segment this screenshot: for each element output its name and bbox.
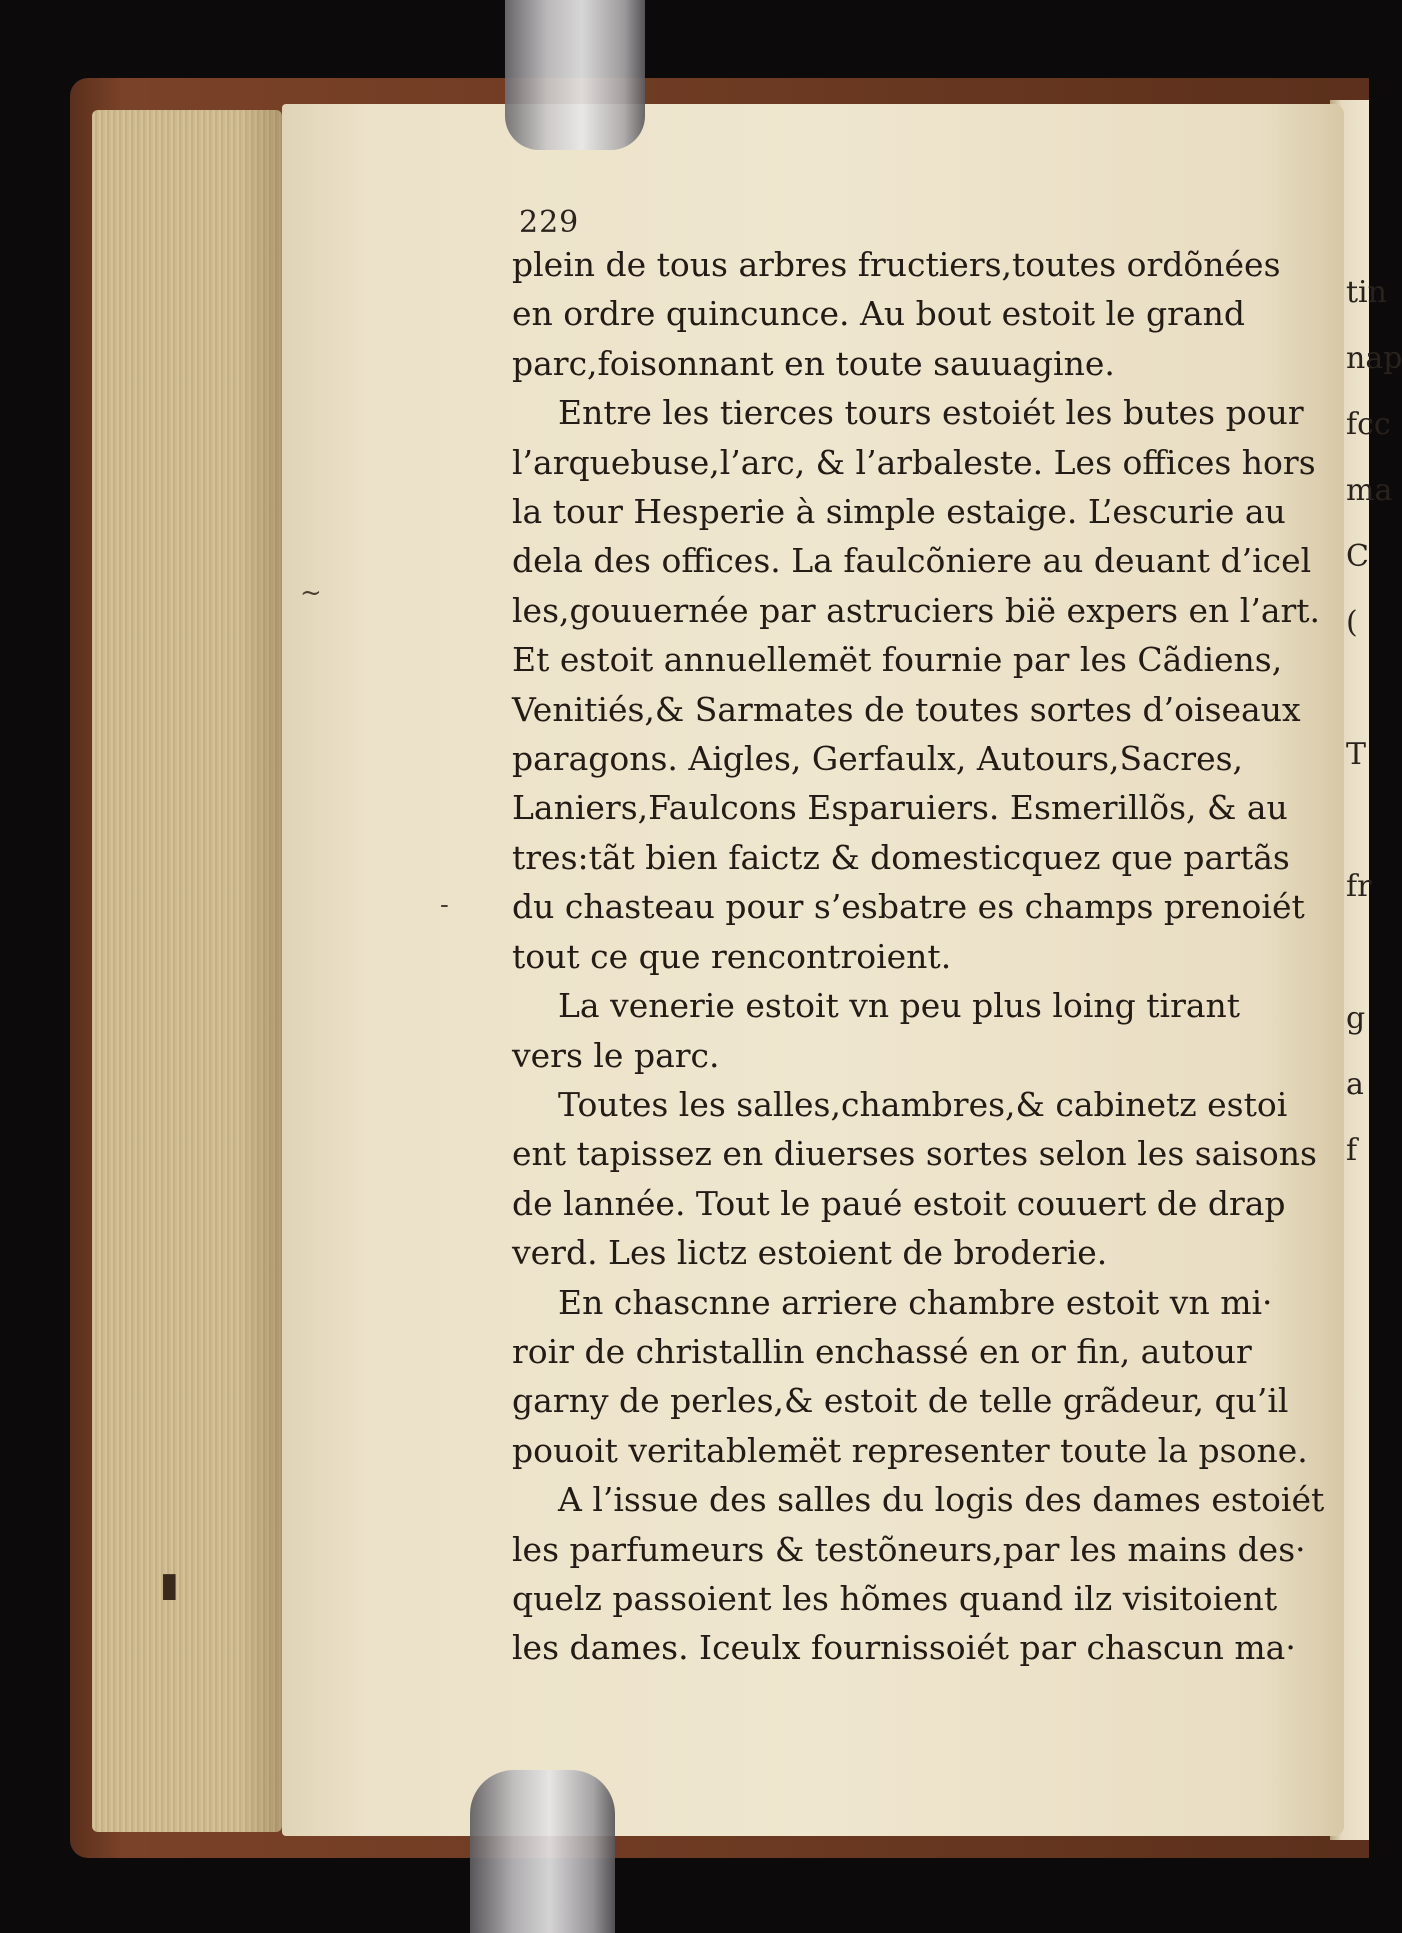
facing-page-fragment: ma	[1346, 473, 1393, 508]
text-line: dela des offices. La faulcõniere au deuant d’icel	[512, 541, 1312, 581]
text-line: de lannée. Tout le paué estoit couuert de drap	[512, 1183, 1286, 1223]
facing-page-fragment: a	[1346, 1067, 1364, 1102]
text-line: Toutes les salles,chambres,& cabinetz estoi	[558, 1084, 1288, 1124]
text-line: garny de perles,& estoit de telle grãdeur, qu’il	[512, 1381, 1289, 1421]
text-line: en ordre quincunce. Au bout estoit le grand	[512, 294, 1245, 334]
text-line: Venitiés,& Sarmates de toutes sortes d’oiseaux	[512, 689, 1301, 729]
text-line: parc,foisonnant en toute sauuagine.	[512, 343, 1115, 383]
text-line: Entre les tierces tours estoiét les butes pour	[558, 393, 1304, 433]
facing-page-fragment: T	[1346, 737, 1367, 772]
text-line: du chasteau pour s’esbatre es champs prenoiét	[512, 887, 1305, 927]
text-line: Laniers,Faulcons Esparuiers. Esmerillõs, & au	[512, 788, 1288, 828]
facing-page-fragment: f	[1346, 1133, 1358, 1168]
facing-page-fragment	[1346, 788, 1369, 854]
facing-page-fragment: g	[1346, 1001, 1366, 1036]
text-line: pouoit veritablemët representer toute la psone.	[512, 1430, 1308, 1470]
page-number: 229	[519, 205, 580, 240]
text-line: A l’issue des salles du logis des dames estoiét	[558, 1480, 1325, 1520]
facing-page-fragment: C	[1346, 539, 1369, 574]
margin-mark: ~	[300, 578, 322, 608]
page-edge-shadow	[240, 110, 285, 1832]
text-line: paragons. Aigles, Gerfaulx, Autours,Sacres,	[512, 739, 1244, 779]
text-line: quelz passoient les hõmes quand ilz visitoient	[512, 1578, 1278, 1618]
text-line: ent tapissez en diuerses sortes selon les saisons	[512, 1134, 1317, 1174]
edge-mark: ▮	[160, 1565, 179, 1605]
text-line: tout ce que rencontroient.	[512, 936, 952, 976]
facing-page-text	[1346, 260, 1402, 1184]
text-line: les dames. Iceulx fournissoiét par chascun ma·	[512, 1628, 1296, 1668]
facing-page-fragment: nap	[1346, 341, 1402, 376]
page-body-text	[512, 240, 1325, 1673]
facing-page-fragment: fr	[1346, 869, 1372, 904]
facing-page-fragment: tin	[1346, 275, 1387, 310]
facing-page-fragment: (	[1346, 605, 1358, 640]
facing-page-fragment	[1346, 656, 1369, 722]
facing-page-fragment: fcc	[1346, 407, 1391, 442]
text-line: tres:tãt bien faictz & domesticquez que partãs	[512, 837, 1290, 877]
text-line: les,gouuernée par astruciers bië expers en l’art.	[512, 590, 1321, 630]
top-page-clip	[505, 0, 645, 150]
text-line: vers le parc.	[512, 1035, 720, 1075]
text-line: Et estoit annuellemët fournie par les Cãdiens,	[512, 640, 1283, 680]
text-line: plein de tous arbres fructiers,toutes ordõnées	[512, 245, 1281, 284]
text-line: l’arquebuse,l’arc, & l’arbaleste. Les offices hors	[512, 442, 1316, 482]
text-line: verd. Les lictz estoient de broderie.	[512, 1233, 1108, 1273]
text-line: La venerie estoit vn peu plus loing tirant	[558, 986, 1241, 1026]
bottom-page-clip	[470, 1770, 615, 1933]
facing-page-fragment	[1346, 920, 1369, 986]
margin-mark: -	[440, 890, 449, 920]
text-line: les parfumeurs & testõneurs,par les mains des·	[512, 1529, 1306, 1569]
text-line: la tour Hesperie à simple estaige. L’escurie au	[512, 492, 1286, 532]
text-line: roir de christallin enchassé en or fin, autour	[512, 1331, 1252, 1371]
text-line: En chascnne arriere chambre estoit vn mi·	[558, 1282, 1273, 1322]
